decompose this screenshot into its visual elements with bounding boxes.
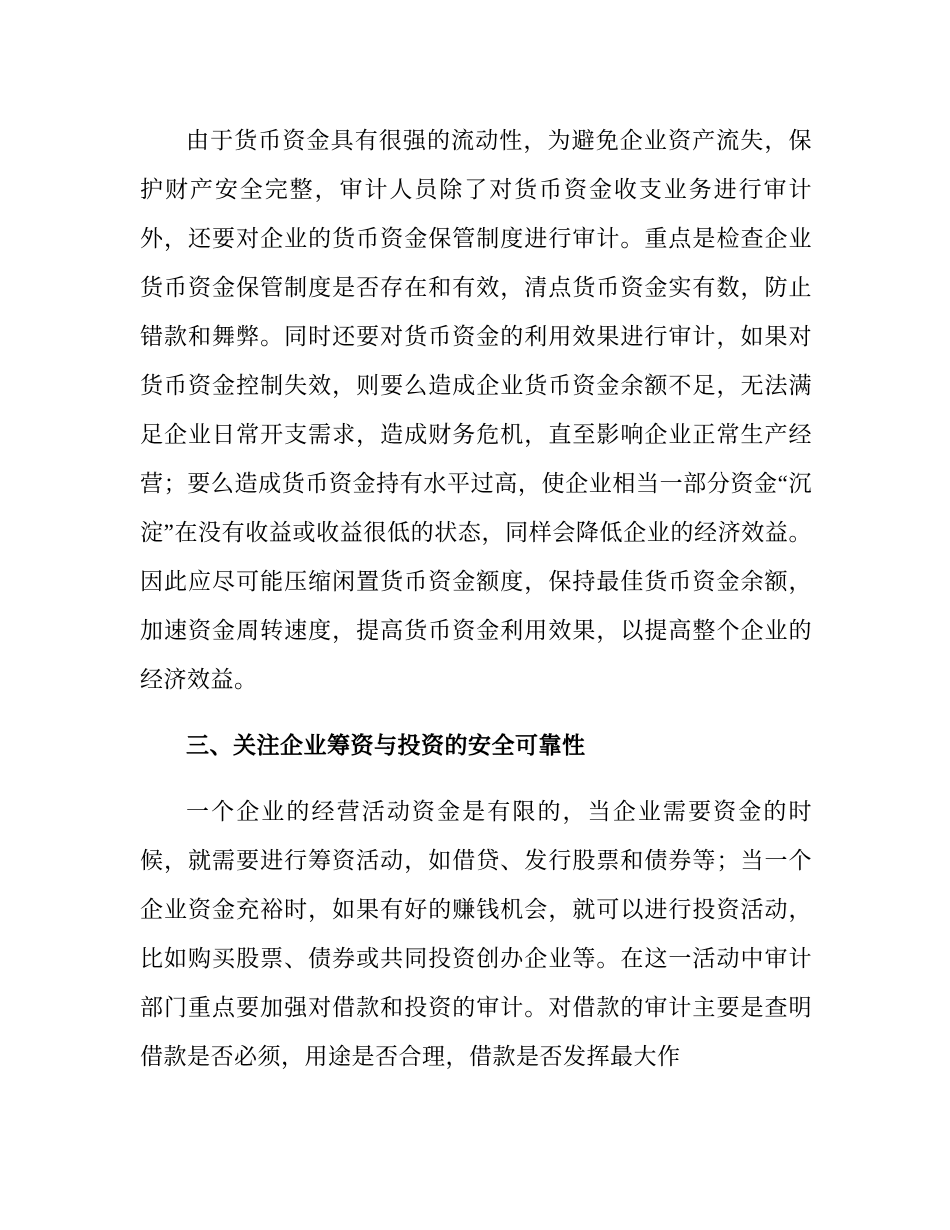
section-heading-financing-investment: 三、关注企业筹资与投资的安全可靠性 (186, 732, 586, 758)
paragraph-financing-investment-audit: 一个企业的经营活动资金是有限的，当企业需要资金的时候，就需要进行筹资活动，如借贷、发行股票和债券等；当一个企业资金充裕时，如果有好的赚钱机会，就可以进行投资活动，比如购买股票、债券或共同投资创办企业等。在这一活动中审计部门重点要加强对借款和投资的审计。对借款的审计主要是查明借款是否必须，用途是否合理，借款是否发挥最大作 (140, 799, 812, 1069)
paragraph-money-funds-audit: 由于货币资金具有很强的流动性，为避免企业资产流失，保护财产安全完整，审计人员除了对货币资金收支业务进行审计外，还要对企业的货币资金保管制度进行审计。重点是检查企业货币资金保管制度是否存在和有效，清点货币资金实有数，防止错款和舞弊。同时还要对货币资金的利用效果进行审计，如果对货币资金控制失效，则要么造成企业货币资金余额不足，无法满足企业日常开支需求，造成财务危机，直至影响企业正常生产经营；要么造成货币资金持有水平过高，使企业相当一部分资金“沉淀”在没有收益或收益很低的状态，同样会降低企业的经济效益。因此应尽可能压缩闲置货币资金额度，保持最佳货币资金余额，加速资金周转速度，提高货币资金利用效果，以提高整个企业的经济效益。 (140, 128, 812, 692)
